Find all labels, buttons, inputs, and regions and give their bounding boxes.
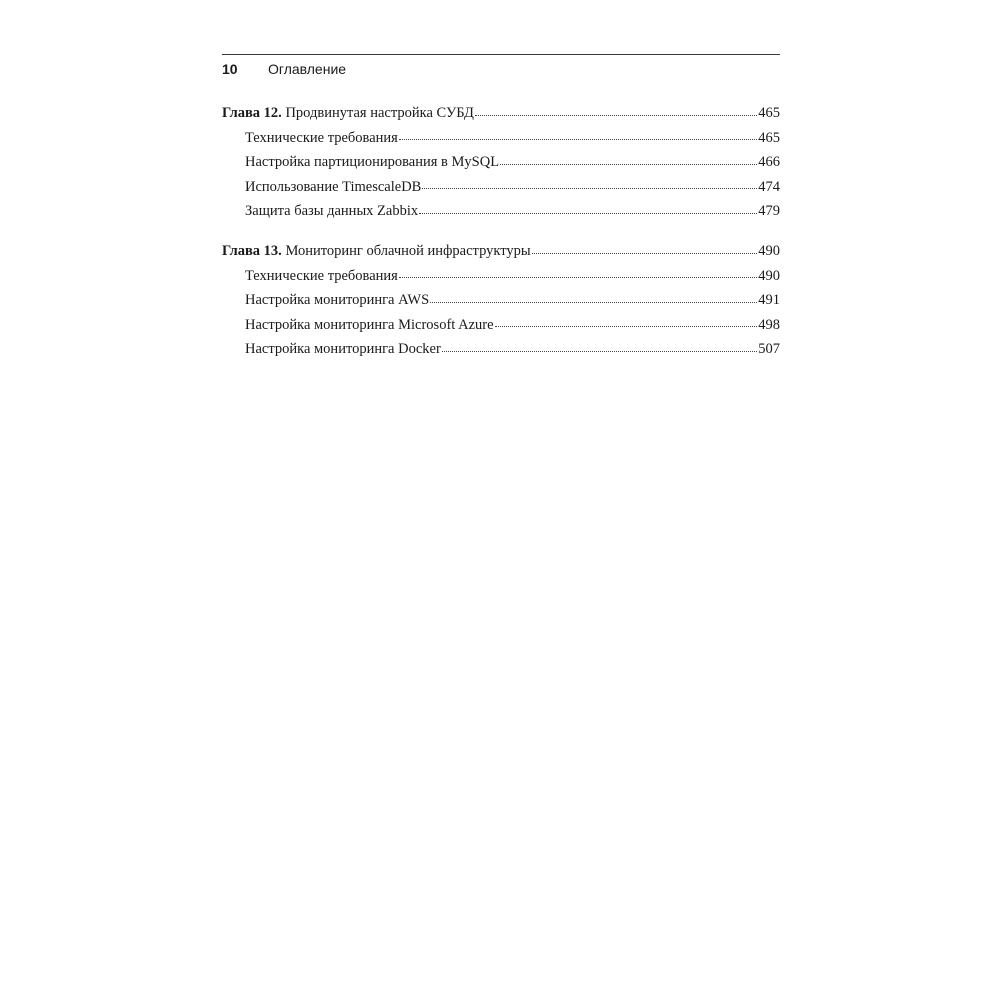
chapter-title: Продвинутая настройка СУБД	[285, 105, 474, 121]
running-head	[222, 54, 780, 81]
section-title: Настройка партиционирования в MySQL	[245, 154, 500, 171]
chapter-12	[222, 101, 780, 224]
section-title: Использование TimescaleDB	[245, 178, 422, 195]
chapter-label: Глава 13.	[222, 242, 282, 259]
chapter-title: Мониторинг облачной инфраструктуры	[285, 242, 531, 259]
dot-leader	[500, 164, 757, 165]
toc-section-entry[interactable]	[222, 264, 780, 289]
toc-chapter-entry[interactable]	[222, 101, 780, 126]
dot-leader	[430, 302, 757, 303]
chapter-heading	[222, 101, 474, 126]
running-head-title: Оглавление	[268, 61, 347, 77]
dot-leader	[422, 188, 757, 189]
chapter-label: Глава 12.	[222, 105, 282, 121]
section-title: Настройка мониторинга Microsoft Azure	[245, 316, 494, 333]
dot-leader	[419, 213, 757, 214]
section-page-number: 507	[758, 341, 780, 358]
chapter-13	[222, 239, 780, 362]
dot-leader	[475, 115, 757, 116]
dot-leader	[495, 326, 758, 327]
section-page-number: 498	[758, 316, 780, 333]
toc-section-entry[interactable]	[222, 126, 780, 151]
chapter-page-number: 465	[758, 105, 780, 121]
section-title: Настройка мониторинга AWS	[245, 292, 430, 309]
section-title: Технические требования	[245, 267, 398, 284]
dot-leader	[532, 253, 758, 254]
section-page-number: 466	[758, 154, 780, 171]
toc-section-entry[interactable]	[222, 150, 780, 175]
table-of-contents	[222, 101, 780, 362]
section-page-number: 465	[758, 129, 780, 146]
chapter-page-number: 490	[758, 242, 780, 259]
dot-leader	[399, 277, 757, 278]
dot-leader	[442, 351, 757, 352]
toc-chapter-entry[interactable]	[222, 239, 780, 264]
section-page-number: 491	[758, 292, 780, 309]
page-number: 10	[222, 61, 238, 77]
section-title: Защита базы данных Zabbix	[245, 203, 419, 220]
section-page-number: 479	[758, 203, 780, 220]
section-title: Технические требования	[245, 129, 398, 146]
toc-section-entry[interactable]	[222, 288, 780, 313]
toc-section-entry[interactable]	[222, 337, 780, 362]
section-page-number: 474	[758, 178, 780, 195]
book-page	[222, 54, 780, 377]
dot-leader	[399, 139, 757, 140]
section-title: Настройка мониторинга Docker	[245, 341, 441, 358]
section-page-number: 490	[758, 267, 780, 284]
chapter-heading	[222, 239, 531, 264]
toc-section-entry[interactable]	[222, 313, 780, 338]
toc-section-entry[interactable]	[222, 199, 780, 224]
toc-section-entry[interactable]	[222, 175, 780, 200]
